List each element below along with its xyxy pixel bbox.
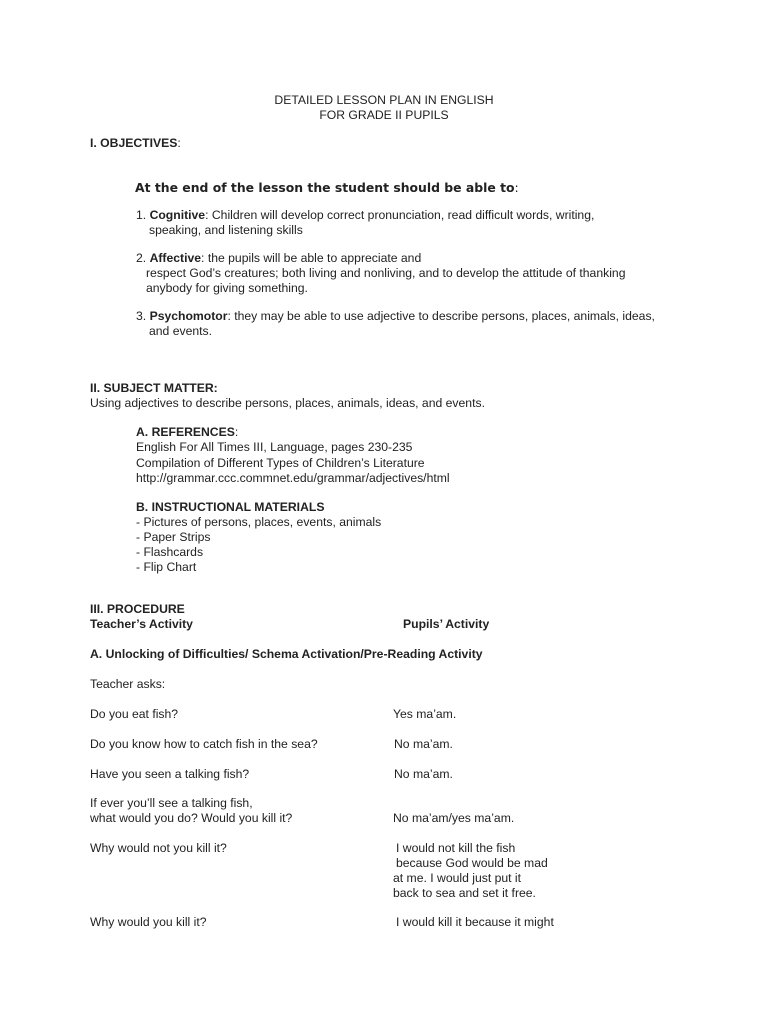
pupil-answer: back to sea and set it free.	[393, 886, 536, 900]
material-item: - Pictures of persons, places, events, animals	[136, 515, 382, 529]
subject-matter-heading: II. SUBJECT MATTER:	[90, 381, 218, 395]
pupil-answer: at me. I would just put it	[393, 871, 522, 885]
teacher-question: Do you know how to catch fish in the sea?	[90, 737, 318, 751]
pupil-answer: No ma’am.	[394, 737, 453, 751]
material-item: - Flip Chart	[136, 560, 197, 574]
teacher-question: Why would not you kill it?	[90, 841, 227, 855]
reference-item: http://grammar.ccc.commnet.edu/grammar/adjectives/html	[136, 471, 450, 485]
teacher-question: Do you eat fish?	[90, 707, 179, 721]
objective-cognitive-line-1: 1. Cognitive: Children will develop correct pronunciation, read difficult words, writing,	[136, 208, 595, 222]
pupil-answer: No ma’am.	[394, 767, 453, 781]
pupils-activity-header: Pupils’ Activity	[403, 617, 490, 631]
objective-psychomotor-line-1: 3. Psychomotor: they may be able to use adjective to describe persons, places, animals, ideas,	[136, 309, 655, 323]
teacher-question: Have you seen a talking fish?	[90, 767, 250, 781]
material-item: - Paper Strips	[136, 530, 211, 544]
pupil-answer: I would kill it because it might	[396, 915, 554, 929]
objectives-heading: I. OBJECTIVES:	[90, 136, 181, 150]
objective-affective-line-2: respect God’s creatures; both living and nonliving, and to develop the attitude of thanking	[146, 266, 626, 280]
materials-heading: B. INSTRUCTIONAL MATERIALS	[136, 500, 325, 514]
objective-cognitive-line-2: speaking, and listening skills	[149, 223, 303, 237]
subject-matter-text: Using adjectives to describe persons, places, animals, ideas, and events.	[90, 396, 485, 410]
procedure-heading: III. PROCEDURE	[90, 602, 185, 616]
doc-title-line-1: DETAILED LESSON PLAN IN ENGLISH	[274, 93, 494, 107]
objective-affective-line-3: anybody for giving something.	[146, 281, 308, 295]
material-item: - Flashcards	[136, 545, 204, 559]
doc-title-line-2: FOR GRADE II PUPILS	[319, 108, 449, 122]
teacher-question: If ever you’ll see a talking fish,	[90, 796, 253, 810]
pupil-answer: No ma’am/yes ma’am.	[393, 811, 515, 825]
teacher-question: Why would you kill it?	[90, 915, 207, 929]
references-heading: A. REFERENCES:	[136, 425, 239, 439]
objective-psychomotor-line-2: and events.	[149, 324, 213, 338]
teacher-asks: Teacher asks:	[90, 677, 166, 691]
objective-affective-line-1: 2. Affective: the pupils will be able to appreciate and	[136, 251, 422, 265]
pupil-answer: I would not kill the fish	[396, 841, 516, 855]
reference-item: Compilation of Different Types of Children’s Literature	[136, 456, 425, 470]
section-a-heading: A. Unlocking of Difficulties/ Schema Activation/Pre-Reading Activity	[90, 647, 483, 661]
objectives-intro: At the end of the lesson the student should be able to:	[135, 180, 519, 195]
pupil-answer: because God would be mad	[396, 856, 548, 870]
pupil-answer: Yes ma’am.	[393, 707, 457, 721]
reference-item: English For All Times III, Language, pages 230-235	[136, 440, 413, 454]
teacher-question: what would you do? Would you kill it?	[90, 811, 293, 825]
teacher-activity-header: Teacher’s Activity	[90, 617, 193, 631]
